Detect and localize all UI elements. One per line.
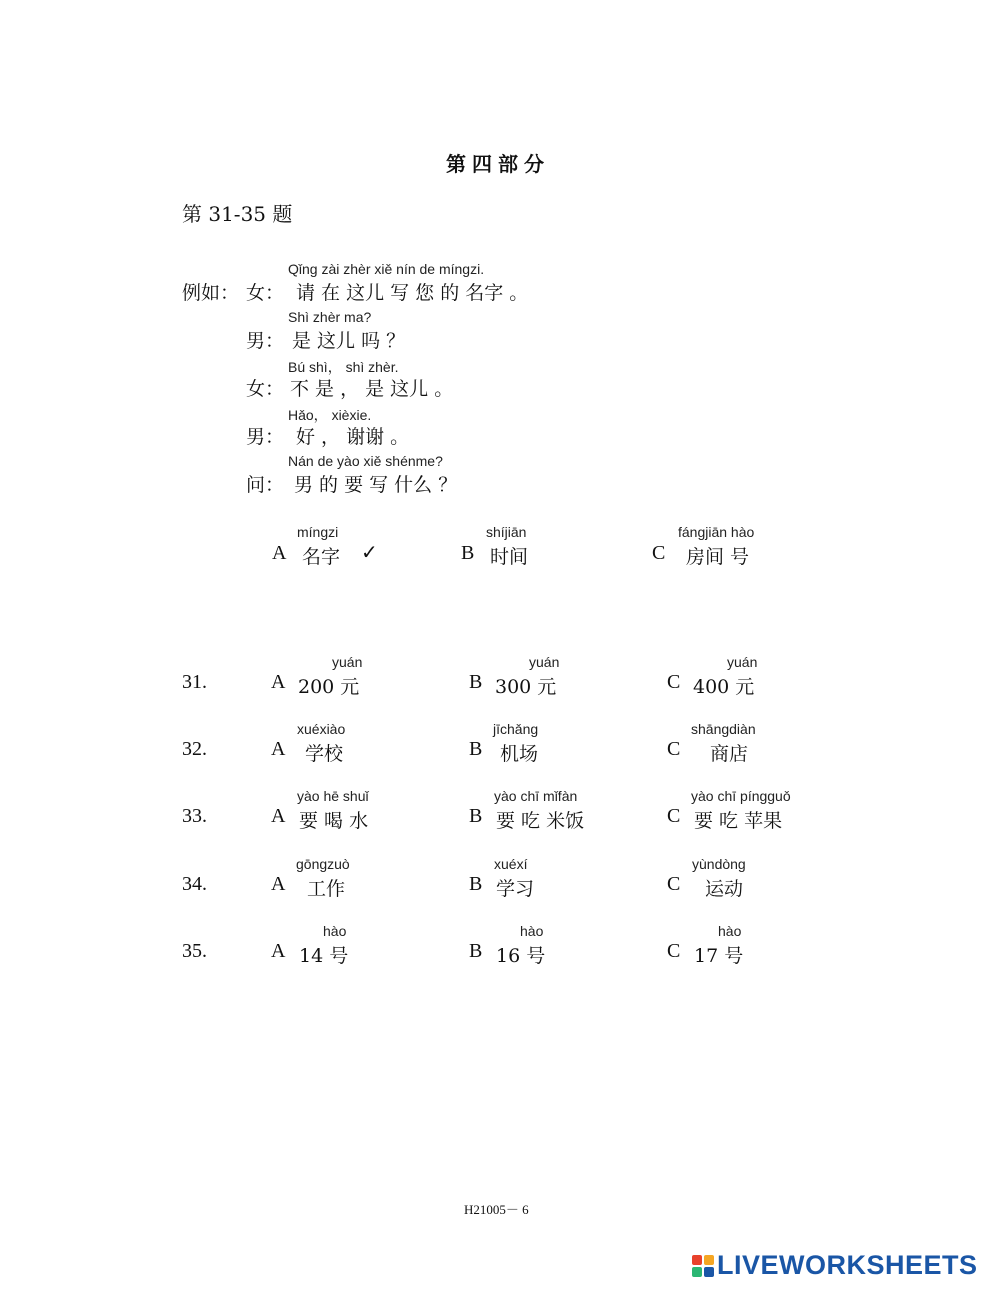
- question-number: 33.: [182, 805, 207, 827]
- example-pinyin: Hǎo， xièxie.: [288, 407, 372, 423]
- option-hanzi[interactable]: 14 号: [299, 945, 349, 967]
- example-pinyin: Shì zhèr ma?: [288, 309, 372, 325]
- option-pinyin: yuán: [727, 654, 758, 670]
- check-mark-icon: ✓: [361, 540, 378, 564]
- example-speaker: 男：: [246, 426, 285, 448]
- option-pinyin: yào hē shuǐ: [297, 788, 369, 804]
- option-pinyin: yùndòng: [692, 856, 746, 872]
- option-letter[interactable]: C: [667, 738, 681, 760]
- example-hanzi: 不 是 ， 是 这儿 。: [290, 378, 454, 400]
- option-pinyin: hào: [520, 923, 544, 939]
- example-option-hanzi: 名字: [302, 546, 341, 568]
- option-hanzi[interactable]: 300 元: [495, 676, 557, 698]
- example-pinyin: Nán de yào xiě shénme?: [288, 453, 443, 469]
- option-hanzi[interactable]: 工作: [307, 878, 346, 900]
- option-hanzi[interactable]: 17 号: [694, 945, 744, 967]
- option-letter[interactable]: B: [469, 738, 483, 760]
- option-pinyin: xuéxí: [494, 856, 528, 872]
- option-hanzi[interactable]: 400 元: [693, 676, 755, 698]
- question-number: 34.: [182, 873, 207, 895]
- example-option-letter: A: [272, 542, 287, 564]
- section-subtitle: 第 31-35 题: [182, 202, 293, 226]
- option-letter[interactable]: A: [271, 671, 286, 693]
- example-option-letter: B: [461, 542, 475, 564]
- option-hanzi[interactable]: 要 喝 水: [299, 810, 369, 832]
- example-speaker: 女：: [246, 282, 285, 304]
- option-hanzi[interactable]: 机场: [500, 743, 539, 765]
- example-hanzi: 好 ， 谢谢 。: [296, 426, 410, 448]
- option-letter[interactable]: C: [667, 805, 681, 827]
- option-hanzi[interactable]: 学校: [305, 743, 344, 765]
- option-letter[interactable]: C: [667, 671, 681, 693]
- example-option-hanzi: 时间: [490, 546, 529, 568]
- option-pinyin: hào: [718, 923, 742, 939]
- option-hanzi[interactable]: 要 吃 苹果: [694, 810, 783, 832]
- example-option-pinyin: shíjiān: [486, 524, 527, 540]
- option-letter[interactable]: A: [271, 738, 286, 760]
- example-hanzi: 男 的 要 写 什么 ？: [294, 474, 458, 496]
- question-number: 31.: [182, 671, 207, 693]
- option-hanzi[interactable]: 200 元: [298, 676, 360, 698]
- option-pinyin: yuán: [529, 654, 560, 670]
- question-number: 32.: [182, 738, 207, 760]
- example-option-hanzi: 房间 号: [686, 546, 750, 568]
- example-hanzi: 请 在 这儿 写 您 的 名字 。: [296, 282, 529, 304]
- option-letter[interactable]: A: [271, 873, 286, 895]
- option-letter[interactable]: C: [667, 873, 681, 895]
- option-pinyin: xuéxiào: [297, 721, 346, 737]
- example-speaker: 女：: [246, 378, 285, 400]
- option-letter[interactable]: A: [271, 805, 286, 827]
- option-letter[interactable]: B: [469, 873, 483, 895]
- option-letter[interactable]: B: [469, 805, 483, 827]
- option-pinyin: gōngzuò: [296, 856, 350, 872]
- example-label: 例如：: [182, 282, 240, 304]
- liveworksheets-logo-icon: [692, 1253, 714, 1275]
- watermark-text: LIVEWORKSHEETS: [717, 1250, 978, 1280]
- option-letter[interactable]: A: [271, 940, 286, 962]
- option-letter[interactable]: C: [667, 940, 681, 962]
- example-pinyin: Qǐng zài zhèr xiě nín de míngzi.: [288, 261, 485, 277]
- example-option-pinyin: fángjiān hào: [678, 524, 755, 540]
- option-hanzi[interactable]: 学习: [496, 878, 535, 900]
- option-letter[interactable]: B: [469, 671, 483, 693]
- option-pinyin: yào chī píngguǒ: [691, 788, 791, 804]
- question-number: 35.: [182, 940, 207, 962]
- option-letter[interactable]: B: [469, 940, 483, 962]
- page-code: H21005－ 6: [464, 1202, 529, 1217]
- option-pinyin: yuán: [332, 654, 363, 670]
- example-option-pinyin: míngzi: [297, 524, 339, 540]
- example-option-letter: C: [652, 542, 666, 564]
- option-pinyin: hào: [323, 923, 347, 939]
- example-hanzi: 是 这儿 吗 ？: [292, 330, 406, 352]
- page-title: 第四部分: [446, 152, 550, 176]
- option-hanzi[interactable]: 运动: [705, 878, 744, 900]
- example-speaker: 问：: [246, 474, 285, 496]
- example-pinyin: Bú shì， shì zhèr.: [288, 359, 399, 375]
- option-hanzi[interactable]: 要 吃 米饭: [496, 810, 585, 832]
- option-hanzi[interactable]: 16 号: [496, 945, 546, 967]
- option-pinyin: yào chī mǐfàn: [494, 788, 578, 804]
- liveworksheets-watermark[interactable]: [692, 1250, 978, 1281]
- example-speaker: 男：: [246, 330, 285, 352]
- option-pinyin: jīchǎng: [493, 721, 539, 737]
- option-pinyin: shāngdiàn: [691, 721, 756, 737]
- option-hanzi[interactable]: 商店: [710, 743, 749, 765]
